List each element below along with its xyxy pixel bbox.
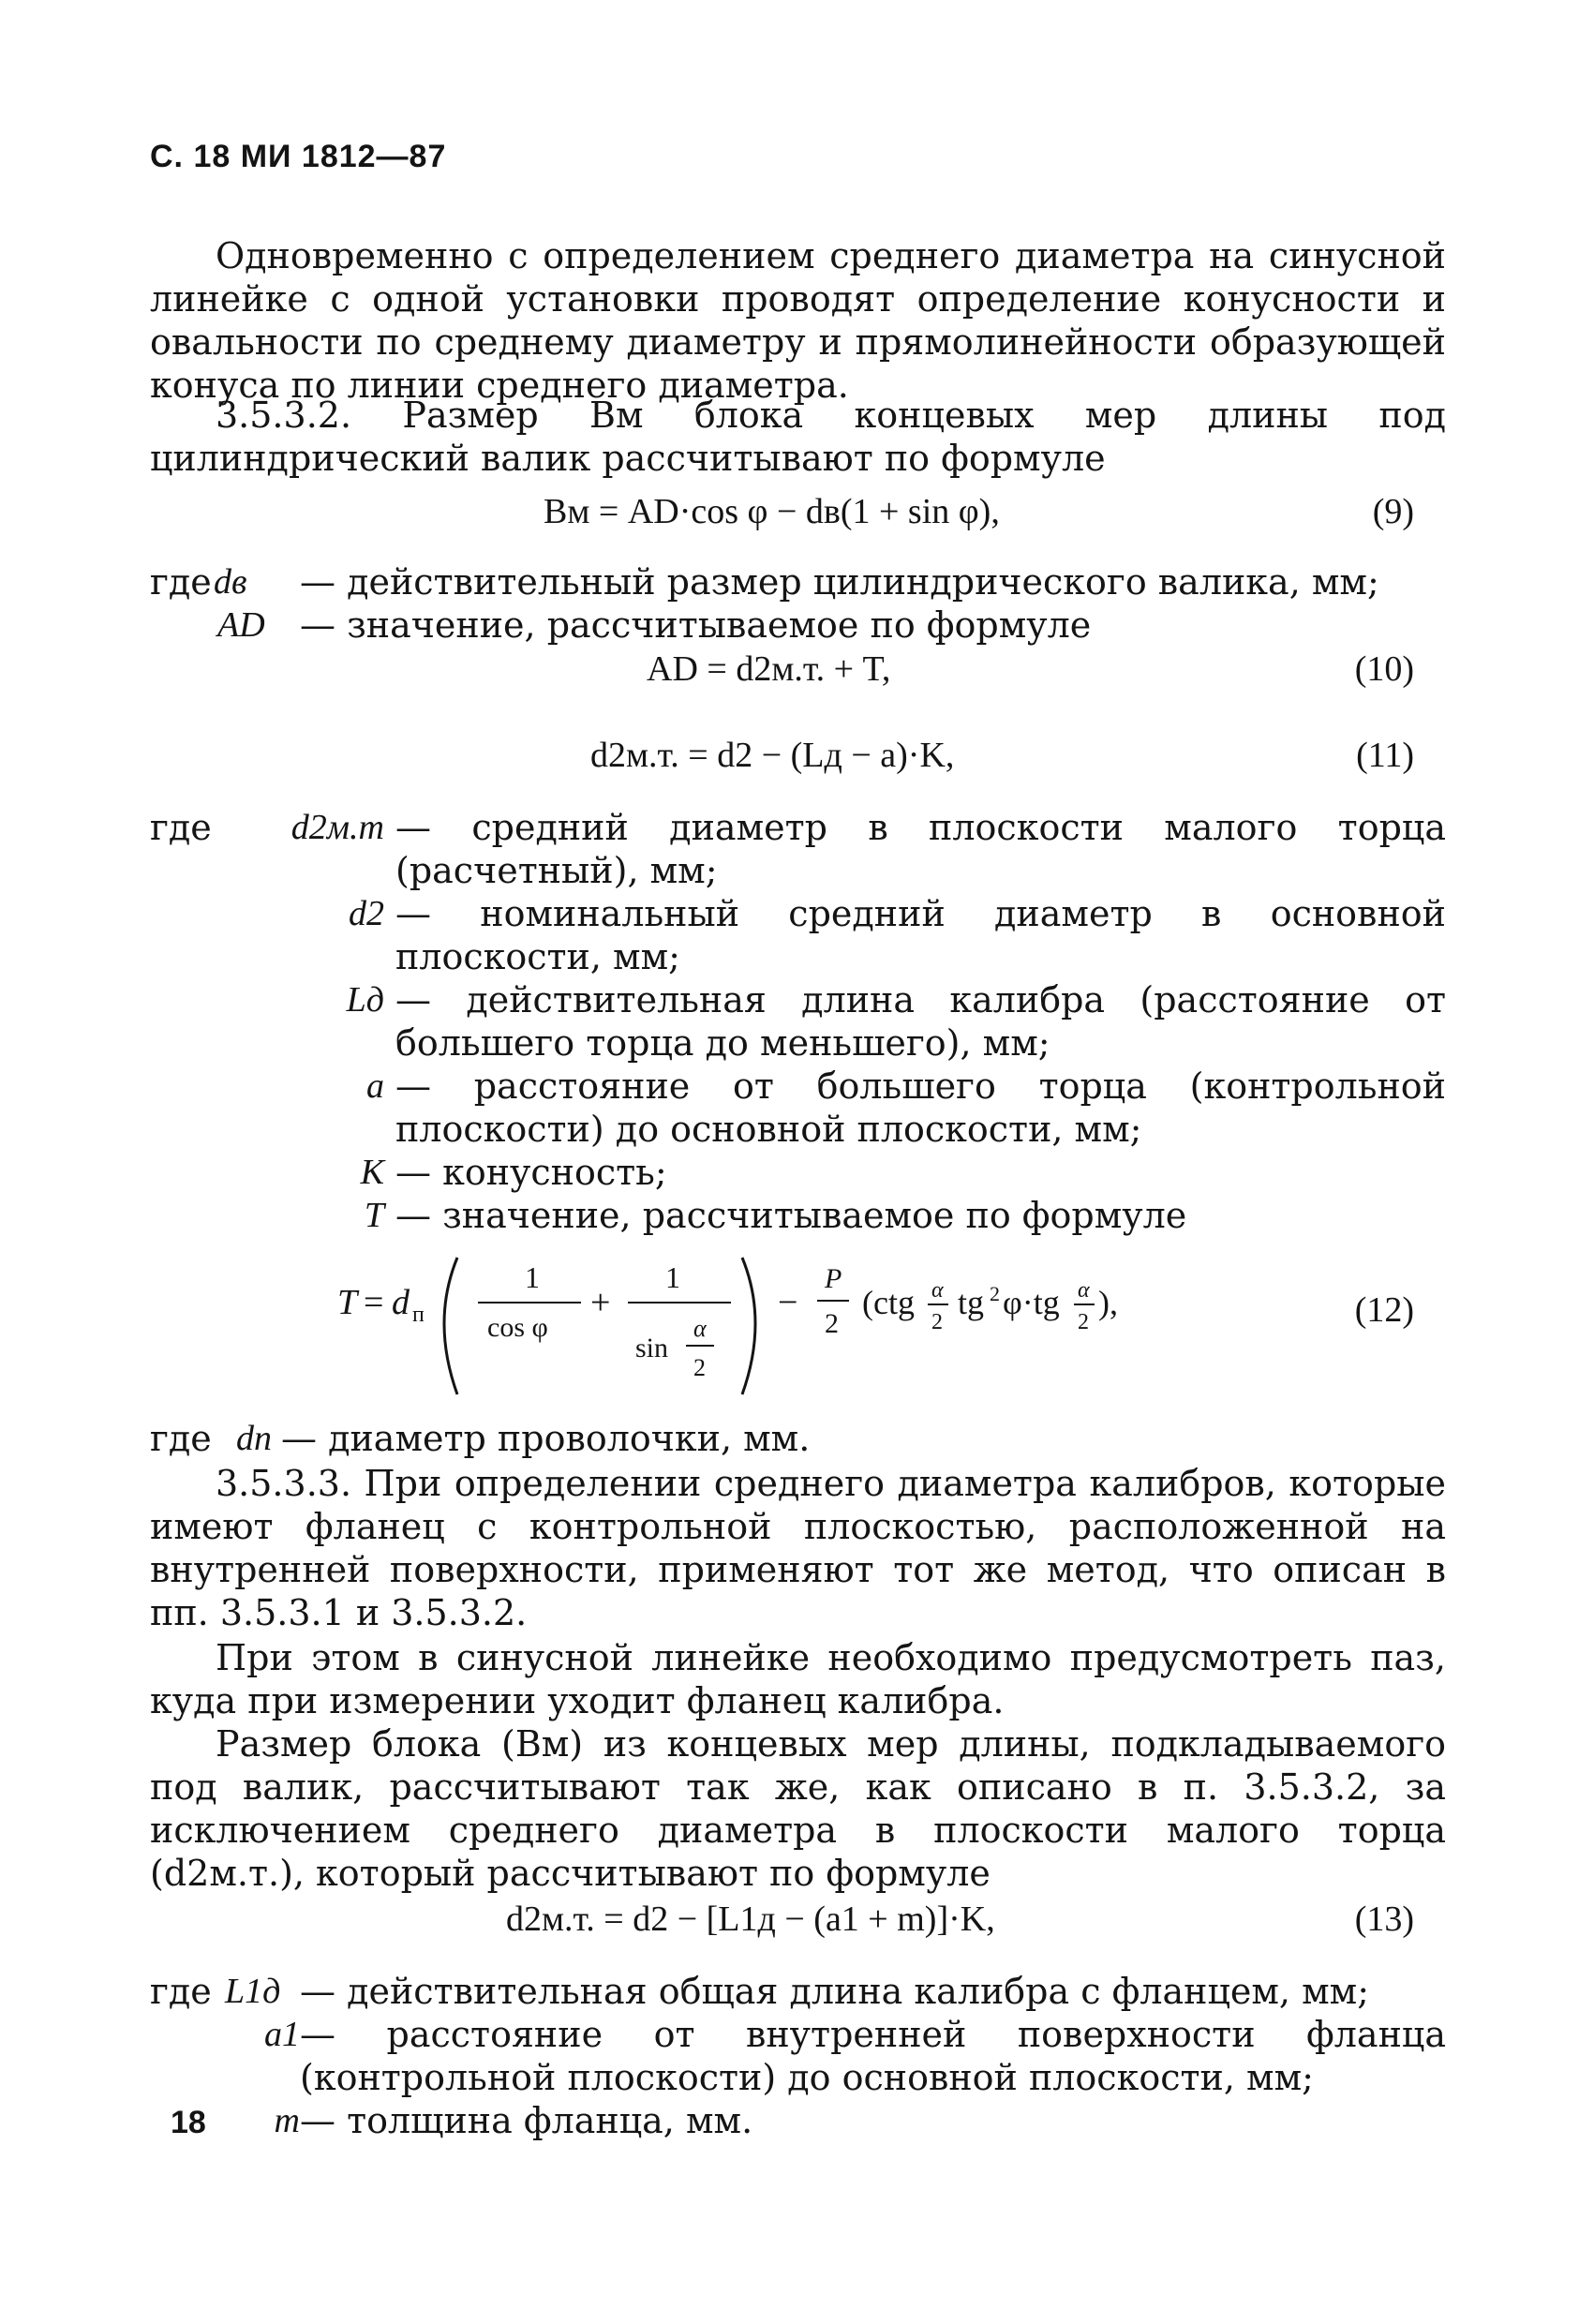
- formula-12: [337, 1246, 1199, 1406]
- formula-12-sub-p: п: [412, 1303, 425, 1327]
- definition-ld: — действительная длина калибра (расстояние от большего торца до меньшего), мм;: [395, 979, 1446, 1064]
- definition-m: — толщина фланца, мм.: [300, 2100, 753, 2141]
- formula-12-two-b: 2: [825, 1308, 839, 1339]
- definition-d2mt: — средний диаметр в плоскости малого торца (расчетный), мм;: [395, 807, 1446, 891]
- formula-12-svg: [337, 1246, 1199, 1406]
- formula-10: AD = d2м.т. + T,: [647, 649, 891, 689]
- symbol-ad: AD: [217, 605, 265, 645]
- definitions-block-3: [150, 1970, 1446, 2141]
- formula-10-number: (10): [1354, 649, 1414, 689]
- formula-12-two-d: 2: [1078, 1310, 1089, 1334]
- symbol-k: K: [360, 1153, 384, 1192]
- paragraph-3-5-3-3: 3.5.3.3. При определении среднего диаметра калибров, которые имеют фланец с контрольной плоскостью, расположенной на внутренней поверхности, применяют тот же метод, что описан в пп. 3.5.3.1 и 3.5.3.2.: [150, 1463, 1446, 1633]
- definition-l1d: — действительная общая длина калибра с фланцем, мм;: [300, 1971, 1370, 2012]
- formula-12-alpha: α: [693, 1315, 707, 1342]
- definition-d2: — номинальный средний диаметр в основной плоскости, мм;: [395, 893, 1446, 977]
- formula-12-tg2: tg: [958, 1284, 985, 1321]
- formula-12-num2: 1: [665, 1260, 680, 1294]
- definition-a1: — расстояние от внутренней поверхности фланца (контрольной плоскости) до основной плоскости, мм;: [300, 2014, 1446, 2098]
- formula-12-rparen: [742, 1258, 755, 1394]
- formula-12-den1: cos φ: [487, 1312, 548, 1343]
- formula-12-two: 2: [693, 1354, 706, 1381]
- page-number: 18: [171, 2105, 206, 2140]
- symbol-l1d: L1д: [225, 1972, 281, 2011]
- formula-12-two-c: 2: [931, 1310, 943, 1334]
- where-label-3: где: [150, 1418, 212, 1459]
- symbol-a1: a1: [264, 2015, 300, 2054]
- formula-11-number: (11): [1356, 736, 1414, 775]
- paragraph-block-size: Размер блока (Bм) из концевых мер длины, подкладываемого под валик, рассчитывают так же, как описано в п. 3.5.3.2, за исключением среднего диаметра в плоскости малого торца (d2м.т.), который рассчитывают по формуле: [150, 1723, 1446, 1894]
- page-header: С. 18 МИ 1812—87: [150, 139, 447, 174]
- symbol-dp: dп: [236, 1419, 272, 1458]
- definition-t: — значение, рассчитываемое по формуле: [395, 1195, 1187, 1236]
- symbol-t: T: [364, 1196, 384, 1235]
- definition-dp: — диаметр проволочки, мм.: [281, 1418, 811, 1459]
- symbol-d2: d2: [349, 894, 384, 933]
- formula-12-alpha3: α: [1078, 1278, 1090, 1303]
- symbol-ld: Lд: [346, 980, 384, 1020]
- definitions-block-2: [150, 806, 1446, 1199]
- formula-12-num1: 1: [525, 1260, 540, 1294]
- where-label-2: где: [150, 807, 212, 848]
- where-label: где: [150, 561, 212, 603]
- formula-9: Bм = AD·cos φ − dв(1 + sin φ),: [544, 492, 1000, 531]
- formula-12-sq: 2: [990, 1282, 1000, 1305]
- definition-t-row: [150, 1194, 1446, 1237]
- symbol-dv: dв: [214, 562, 247, 602]
- paragraph-3-5-3-2: 3.5.3.2. Размер Bм блока концевых мер длины под цилиндрический валик рассчитывают по формуле: [150, 395, 1446, 479]
- formula-12-close: ),: [1098, 1284, 1118, 1321]
- formula-12-T: T: [337, 1283, 358, 1322]
- formula-12-sin: sin: [635, 1333, 669, 1363]
- definition-k: — конусность;: [395, 1152, 667, 1193]
- formula-12-lparen: [444, 1258, 457, 1394]
- formula-13-number: (13): [1354, 1899, 1414, 1939]
- definition-dp-row: [150, 1417, 1446, 1460]
- formula-9-number: (9): [1372, 492, 1414, 531]
- formula-13: d2м.т. = d2 − [L1д − (a1 + m)]·K,: [506, 1899, 995, 1939]
- formula-12-plus: +: [590, 1283, 611, 1322]
- formula-12-eq: =: [364, 1283, 384, 1322]
- paragraph-intro: Одновременно с определением среднего диаметра на синусной линейке с одной установки проводят определение конусности и овальности по среднему диаметру и прямолинейности образующей конуса по линии среднего диаметра.: [150, 235, 1446, 406]
- formula-12-number: (12): [1354, 1290, 1414, 1330]
- definitions-block-1: [150, 560, 1446, 647]
- symbol-a: a: [366, 1066, 384, 1106]
- formula-12-phi: φ·tg: [1003, 1284, 1060, 1321]
- definition-ad: — значение, рассчитываемое по формуле: [300, 604, 1092, 646]
- formula-12-P: P: [825, 1263, 842, 1294]
- symbol-d2mt: d2м.т: [290, 808, 384, 847]
- where-label-4: где: [150, 1971, 212, 2012]
- formula-12-ctg: (ctg: [862, 1284, 915, 1321]
- symbol-m: m: [274, 2101, 300, 2140]
- formula-12-alpha2: α: [931, 1278, 944, 1303]
- formula-12-d: d: [392, 1283, 410, 1322]
- formula-12-minus: −: [778, 1283, 798, 1322]
- definition-a: — расстояние от большего торца (контрольной плоскости) до основной плоскости, мм;: [395, 1065, 1446, 1150]
- formula-11: d2м.т. = d2 − (Lд − a)·K,: [590, 736, 955, 775]
- definition-dv: — действительный размер цилиндрического валика, мм;: [300, 561, 1379, 603]
- paragraph-groove: При этом в синусной линейке необходимо предусмотреть паз, куда при измерении уходит фланец калибра.: [150, 1637, 1446, 1721]
